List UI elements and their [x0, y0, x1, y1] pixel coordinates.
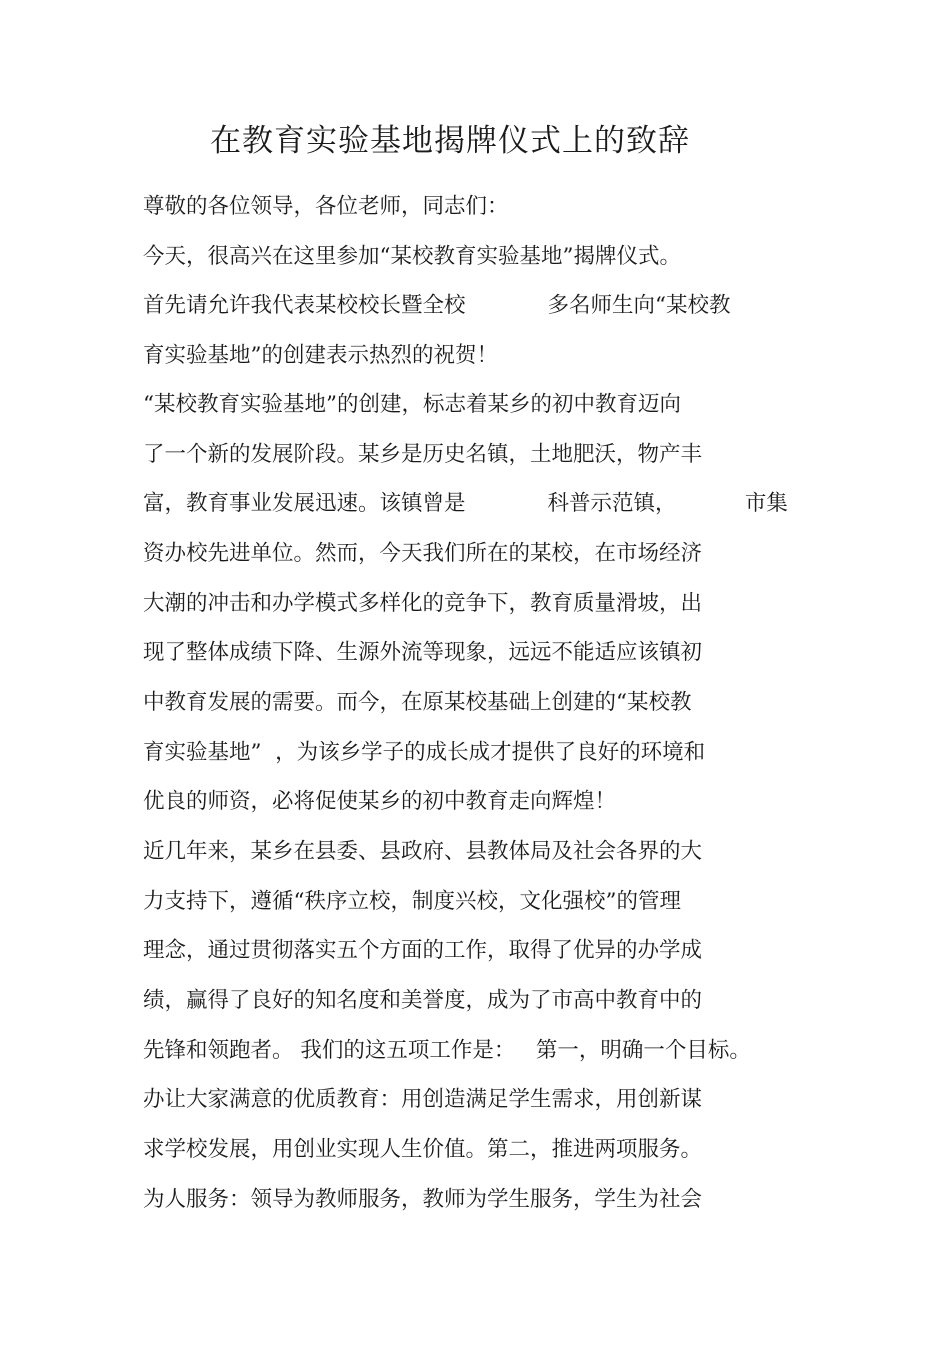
text-line: 中教育发展的需要。而今，在原某校基础上创建的“某校教	[143, 690, 692, 715]
text-line: 近几年来，某乡在县委、县政府、县教体局及社会各界的大	[143, 839, 703, 864]
text-line: 育实验基地”的创建表示热烈的祝贺！	[143, 343, 498, 368]
text-line: 现了整体成绩下降、生源外流等现象，远远不能适应该镇初	[143, 640, 703, 665]
text-line: 了一个新的发展阶段。某乡是历史名镇，土地肥沃，物产丰	[143, 442, 703, 467]
text-line: 办让大家满意的优质教育：用创造满足学生需求，用创新谋	[143, 1087, 703, 1112]
text-line: 为人服务：领导为教师服务，教师为学生服务，学生为社会	[143, 1187, 703, 1212]
text-line: 育实验基地” ，为该乡学子的成长成才提供了良好的环境和	[143, 740, 706, 765]
text-line: 今天，很高兴在这里参加“某校教育实验基地”揭牌仪式。	[143, 244, 681, 269]
text-line: 大潮的冲击和办学模式多样化的竞争下，教育质量滑坡，出	[143, 591, 703, 616]
text-line: 首先请允许我代表某校校长暨全校 多名师生向“某校教	[143, 293, 731, 318]
text-line: 资办校先进单位。然而，今天我们所在的某校，在市场经济	[143, 541, 703, 566]
text-line: 求学校发展，用创业实现人生价值。第二，推进两项服务。	[143, 1137, 703, 1162]
document-title: 在教育实验基地揭牌仪式上的致辞	[210, 123, 690, 159]
text-line: 富，教育事业发展迅速。该镇曾是 科普示范镇， 市集	[143, 491, 788, 516]
text-line: 优良的师资，必将促使某乡的初中教育走向辉煌！	[143, 789, 617, 814]
text-line: “某校教育实验基地”的创建，标志着某乡的初中教育迈向	[143, 392, 681, 417]
text-line: 绩，赢得了良好的知名度和美誉度，成为了市高中教育中的	[143, 988, 703, 1013]
text-line: 先锋和领跑者。 我们的这五项工作是： 第一，明确一个目标。	[143, 1038, 751, 1063]
text-line: 力支持下，遵循“秩序立校，制度兴校，文化强校”的管理	[143, 889, 681, 914]
text-line: 尊敬的各位领导，各位老师，同志们：	[143, 194, 509, 219]
text-line: 理念，通过贯彻落实五个方面的工作，取得了优异的办学成	[143, 938, 703, 963]
